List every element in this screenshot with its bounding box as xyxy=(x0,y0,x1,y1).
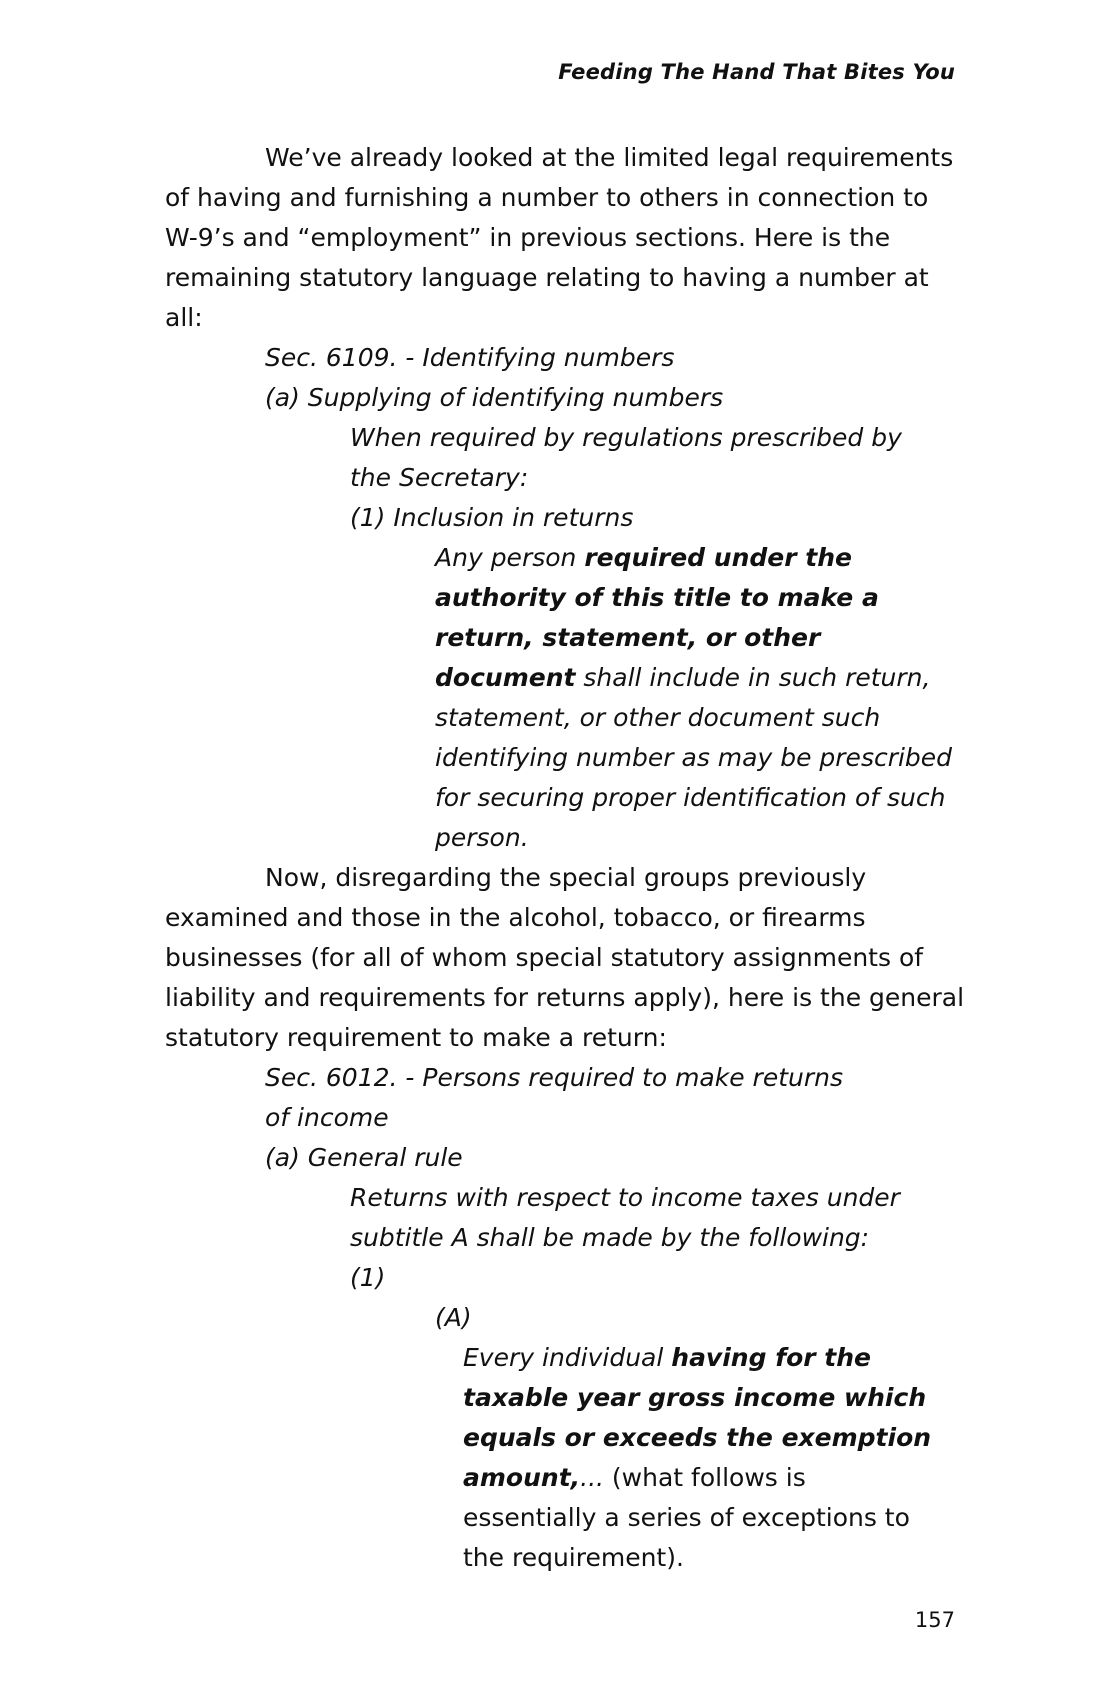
sec6109-para-1: (1) Inclusion in returns xyxy=(350,503,634,532)
sec6012-text xyxy=(463,1338,943,1578)
sec6109-text-start: Any person xyxy=(435,543,585,572)
page-body xyxy=(165,138,965,1578)
sec6012-commentary: (what follows is essentially a series of exceptions to the requirement). xyxy=(463,1463,910,1572)
sec6109-heading: Sec. 6109. - Identifying numbers xyxy=(265,343,675,372)
sec6012-text-start: Every individual xyxy=(463,1343,672,1372)
sec6012-lead-in: Returns with respect to income taxes under subtitle A shall be made by the following: xyxy=(350,1183,900,1252)
sec6109-subsection-a: (a) Supplying of identifying numbers xyxy=(265,383,724,412)
sec6109-text-bold: required under the authority of this title to make a return, statement, or other document xyxy=(435,543,879,692)
intro-paragraph: We’ve already looked at the limited legal requirements of having and furnishing a number to others in connection to W-9’s and “employment” in previous sections. Here is the remaining statutory language relating to having a number at all: xyxy=(165,143,954,332)
sec6012-subsection-a: (a) General rule xyxy=(265,1143,463,1172)
page-number: 157 xyxy=(914,1608,955,1632)
sec6012-text-bold: having for the taxable year gross income which equals or exceeds the exemption amount, xyxy=(463,1343,932,1492)
sec6012-para-1: (1) xyxy=(350,1263,386,1292)
sec6012-heading: Sec. 6012. - Persons required to make returns of income xyxy=(265,1063,844,1132)
running-header: Feeding The Hand That Bites You xyxy=(558,60,955,84)
sec6109-text-end: shall include in such return, statement, or other document such identifying number as may be prescribed for securing proper identification of such person. xyxy=(435,663,953,852)
sec6109-lead-in: When required by regulations prescribed by the Secretary: xyxy=(350,423,902,492)
second-paragraph: Now, disregarding the special groups previously examined and those in the alcohol, tobacco, or firearms businesses (for all of whom special statutory assignments of liability and requirements for returns apply), here is the general statutory requirement to make a return: xyxy=(165,863,965,1052)
sec6109-text xyxy=(435,538,965,858)
sec6012-subpara-a: (A) xyxy=(435,1303,472,1332)
sec6012-ellipsis: ... xyxy=(580,1463,604,1492)
